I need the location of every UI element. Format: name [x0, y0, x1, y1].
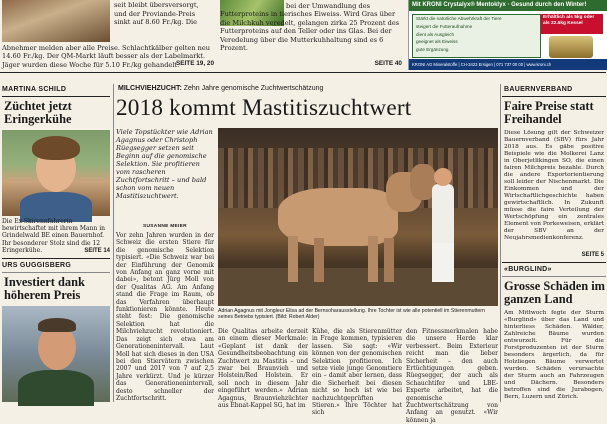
right-body-1 — [504, 130, 604, 258]
left-body-1-text: Die Ex-Skirennfahrerin bewirtschaftet mit ihrem Mann in Grindelwald BE einen Bauernhof. Ihr besonderer Stolz sind die 12 Eringerkühe. — [2, 218, 105, 254]
body-col-right — [312, 328, 402, 417]
ad-offer-text: Erhältlich als 5kg oder als 22.5kg Kessel — [543, 15, 595, 26]
cow-leg-3 — [368, 236, 378, 282]
body-col-far-text: den Fitnessmerkmalen habe die unsere Herde klar verbessert. Beim Exterieur reicht man die lieber Sicherheit – den auch Ertüchtigungen geben. Rüegsegger, der auch als Schauchtifer und LBE-Experte arbeitet, hat die genomische Zuchtwertschätzung von Anfang an genutzt. «Wir können ja — [406, 328, 498, 424]
ad-bullets — [412, 14, 541, 58]
arena-floor — [218, 268, 498, 306]
right-page-1: SEITE 5 — [581, 252, 604, 258]
right-section-label-1: BAUERNVERBAND — [504, 86, 573, 93]
ad-bullet-5: gute Ergänzung — [416, 47, 449, 53]
body-col-right-text: Kühe, die als Stierenmütter in Frage kommen, typisieren lassen. Sie sagt: «Wir können von der genomischen Selektion profitieren. Ich setze viele junge Genomtiere ein – damit aber lernen, dass die Sicherheit bei diesen nicht so hoch ist wie bei nachzuchtgeprüften Stieren.» Ihre Töchter hat sich — [312, 328, 402, 417]
ad-bullet-2: steigert die Futteraufnahme — [416, 23, 473, 29]
left-headline-1: Züchtet jetzt Eringerkühe — [4, 99, 72, 126]
top-left-line-1: seit bleibt übersversorgt, — [114, 1, 199, 9]
portrait-shirt-2 — [18, 370, 94, 406]
right-body-2 — [504, 310, 604, 402]
kicker-text: Zehn Jahre genomische Zuchtwertschätzung — [183, 85, 324, 92]
left-headline-2: Investiert dank höherem Preis — [4, 275, 85, 302]
left-column — [0, 84, 112, 402]
lead-text-body: Viele Topstückter wie Adrian Agagnus oder Christoph Rüegsegger setzen seit Beginn auf die genomische Selektion. Sie profitieren vom rascheren Zuchtfortschritt – und bald schon vom neuen Mastitiszuchtwert. — [116, 128, 213, 200]
photo-caption-text: Adrian Agagnus mit Jongleur Elisa ad der Bernsoharausstellung. Ihre Tochter ist wie alle potentiell im Stierenmuttern seines Betriebs typisiert. (Bild: Robert Alder) — [218, 308, 485, 321]
top-left-line-3: sinkt auf 8.60 Fr./kg. Die — [114, 18, 197, 27]
kicker — [118, 85, 496, 92]
handler-head — [434, 168, 452, 186]
kroni-ad[interactable] — [408, 0, 607, 70]
photo-caption — [218, 308, 498, 324]
ad-bullet-3: dient als Ausgleich — [416, 31, 455, 37]
left-column-divider — [113, 84, 114, 402]
left-section-label-1: MARTINA SCHILD — [2, 86, 67, 93]
ad-bullet-1: Stärkt die natürliche Abwehrkraft der Tiere — [416, 16, 502, 21]
kicker-label: MILCHVIEHZUCHT: — [118, 85, 182, 92]
top-middle-body-text: bei der Umwandlung des Futterproteins in tierisches Eiweiss. Wird Gras über die Milchkuh veredelt, gelangen zirka 25 Prozent des Futterproteins auf den Teller oder ins Glas. Bei der Veredelung über die Mutterkuhhaltung sind es 6 Prozent. — [220, 2, 400, 53]
body-col-mid — [218, 328, 308, 410]
left-rule-3 — [2, 272, 110, 273]
right-column — [502, 84, 606, 402]
urs-portrait — [2, 306, 110, 402]
top-left-side-text — [114, 1, 212, 27]
right-section-label-2: «BURGLIND» — [504, 266, 552, 273]
body-col-left-text: Vor zehn Jahren wurden in der Schweiz die ersten Stiere für die genomische Selektion typisiert. «Die Schweiz war bei der Einführung der Genomik von Anfang an ganz vorne mit dabei», betont Jürg Moll von der Qualitas AG. Am Anfang stand die Frage im Raum, ob das Verfahren überhaupt funktionieren könnte. Heute steht fest: Die genomische Selektion hat die Milchviehzucht revolutioniert. Das zeigt sich etwa am Generationenintervall. Laut Moll hat sich dieses in den USA bei den Stiervätern zwischen 2007 und 2017 von 7 auf 2,5 Jahre verkürzt. Und je kürzer das Generationenintervall, desto schneller der Zuchtfortschritt. — [116, 232, 214, 402]
cow-leg-1 — [288, 236, 298, 282]
ad-bullet-4: geeignet als Eiweiss — [416, 39, 458, 45]
main-headline: 2018 kommt Mastitiszuchtwert — [116, 95, 412, 121]
cow-photo — [218, 128, 498, 306]
top-middle-page: SEITE 40 — [374, 60, 402, 67]
right-body-2-text: Am Mittwoch fegte der Sturm «Burglind» über das Land und hinterliess Schäden. Wälder, Zahlreiche Bäume wurden entwurzelt. Für die Forstproduzenten ist der Sturm besonders ärgerlich, da für Holzliegen Bäume verwertet wurden. Schäden verursachte der Sturm auch an Fahrzeugen und Dächern. Besonders betroffen sind die Jurabogen, Bern, Luzern und Zürich. — [504, 310, 604, 400]
right-rule-1 — [502, 96, 606, 97]
left-rule-1 — [2, 96, 110, 97]
portrait-hair-2 — [38, 318, 76, 332]
top-strip — [0, 0, 606, 73]
portrait-hair — [32, 136, 80, 160]
right-body-1-text: Diese Lösung gilt der Schweizer Bauernverband (SBV) fürs Jahr 2018 aus. Es gäbe positive Beispiele wie die Molkerei Lanz in Oberjetlikingen SO, die einen fairen Milchpreis bezahle. Durch die andere Exportorientierung soll leider der Nischenmarkt. Die Einkommen und der Wirtschaftlichgeschichte haben gewirtschaftlich. In Zukunft müsse die faire Verteilung der Wertschöpfung ein zentrales Element von Porkeweisen, erklärt der SBV an der Neujahrsmedienkonferenz. — [504, 130, 604, 241]
left-page-1: SEITE 14 — [84, 248, 110, 254]
left-rule-2 — [2, 258, 110, 259]
right-rule-3 — [502, 276, 606, 277]
left-section-label-2: URS GUGGISBERG — [2, 262, 72, 269]
top-left-body-text: Abnehmer melden aber alle Preise. Schlachtkälber gelten neu 14.60 Fr./kg. Der QM-Markt läuft besser als der Labelmarkt. Jäger wurden diese Woche für 5.10 Fr./kg gehandelt. — [2, 44, 211, 69]
right-headline-2: Grosse Schäden im ganzen Land — [504, 279, 605, 306]
lead-text — [116, 128, 214, 224]
author: SUSANNE MEIER — [143, 224, 187, 229]
cow-leg-2 — [314, 238, 324, 282]
martina-portrait — [2, 130, 110, 216]
top-left-image — [2, 0, 110, 42]
ad-product-image — [549, 36, 593, 58]
right-headline-1: Faire Preise statt Freihandel — [504, 99, 594, 126]
ad-footer: KRONI AG Mineralstoffe | CH-3423 Ersigen | 071 737 00 00 | www.kroni.ch — [409, 59, 607, 70]
handler — [432, 184, 454, 282]
ad-title: Mit KRONI Crystalyx® Mentoklyx · Gesund durch den Winter! — [412, 2, 587, 8]
body-col-left — [116, 232, 214, 402]
top-left-line-2: und der Proviande-Preis — [114, 9, 196, 18]
top-middle-body — [220, 2, 403, 64]
right-rule-2 — [502, 262, 606, 263]
right-column-divider — [500, 84, 501, 402]
ad-offer — [541, 14, 603, 34]
top-left-page: SEITE 19, 20 — [175, 60, 214, 67]
body-col-mid-text: Die Qualitas arbeite derzeit an einem dieser Merkmale: «Geplant ist dank der Gesundheitsbeobachtung ein Zuchtwert zu Mastitis – und zwar bei Braunvieh und Holstein/Red Holstein. Er soll noch in diesem Jahr eingeführt werden.» Adrian Agagnus, Braunviehzüchter aus Ebnat-Kappel SG, hat im — [218, 328, 308, 410]
cow-leg-4 — [384, 238, 394, 282]
main-article — [116, 84, 498, 424]
body-col-far — [406, 328, 498, 424]
